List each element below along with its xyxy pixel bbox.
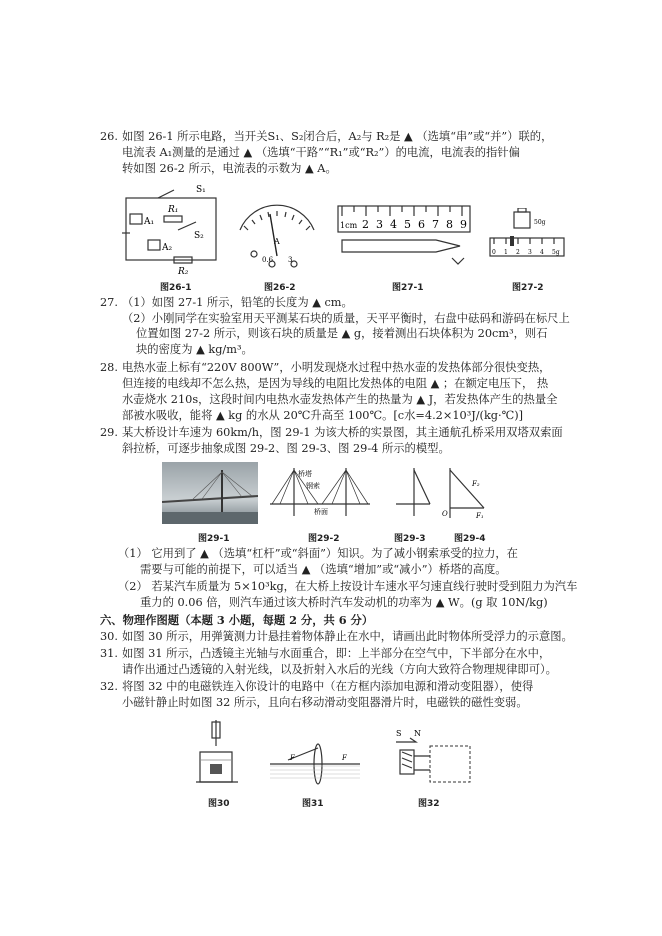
balance-tick-1: 1 (504, 249, 508, 256)
coil-leads (414, 756, 430, 770)
dashed-box (430, 746, 470, 782)
ruler-tick-3: 3 (376, 218, 383, 231)
q27-line3: 位置如图 27-2 所示，则该石块的质量是 ▲ g，接着测出石块体积为 20cm³，则石 (136, 327, 548, 340)
q31-line1 (100, 647, 550, 661)
switch-s2 (178, 222, 196, 230)
caption-30: 图30 (208, 799, 230, 809)
q28-line3: 水壶烧水 210s，这段时间内电热水壶发热体产生的热量为 ▲ J，若发热体产生的热量全 (122, 393, 558, 406)
caption-29-4: 图29-4 (454, 534, 486, 544)
q30-line1 (100, 630, 573, 644)
resistor-r1 (164, 216, 182, 222)
figure-27-2-balance (486, 208, 568, 270)
q29-number: 29. (100, 426, 118, 439)
ruler-tick-8: 8 (446, 218, 453, 231)
q29-text-1: 某大桥设计车速为 60km/h，图 29-1 为该大桥的实景图，其主通航孔桥采用双塔双索面 (122, 426, 563, 439)
q29-sub2-line2: 重力的 0.06 倍，则汽车通过该大桥时汽车发动机的功率为 ▲ W。(g 取 10N/kg) (140, 596, 548, 609)
s1-label: S₁ (196, 185, 206, 195)
label-f1: F₁ (476, 512, 484, 520)
label-deck: 桥面 (314, 508, 328, 516)
coil-windings (402, 752, 412, 768)
q27-number: 27. (100, 296, 118, 309)
section-6-title: 六、物理作图题（本题 3 小题，每题 2 分，共 6 分） (100, 613, 374, 627)
pencil-tip-mark (452, 258, 464, 264)
ruler-start-label: 1cm (340, 221, 358, 230)
cable-29-4 (450, 470, 484, 508)
caption-32: 图32 (418, 799, 440, 809)
label-o: O (442, 510, 448, 518)
q28-number: 28. (100, 361, 118, 374)
caption-27-2: 图27-2 (512, 283, 544, 293)
label-cable: 钢索 (306, 482, 320, 490)
a2-label: A₂ (162, 243, 173, 253)
ammeter-needle (270, 214, 277, 256)
ruler-tick-5: 5 (404, 218, 411, 231)
submerged-object (210, 764, 222, 774)
caption-31: 图31 (302, 799, 324, 809)
weight-label: 50g (534, 219, 546, 226)
cable-29-3 (414, 470, 430, 504)
ammeter-scale-arc (240, 205, 314, 230)
weight-block (514, 212, 530, 228)
figure-27-1-ruler (336, 202, 474, 268)
q26-text-1: 如图 26-1 所示电路，当开关S₁、S₂闭合后，A₂与 R₂是 ▲ （选填“串”或“并”）联的， (122, 130, 553, 143)
s2-label: S₂ (194, 231, 204, 241)
q32-text-1: 将图 32 中的电磁铁连入你设计的电路中（在方框内添加电源和滑动变阻器），使得 (122, 680, 534, 693)
ammeter-ticks (244, 211, 310, 230)
compass-needle (396, 738, 416, 742)
ruler-tick-2: 2 (362, 218, 369, 231)
q31-line2: 请作出通过凸透镜的入射光线，以及折射入水后的光线（方向大致符合物理规律即可）。 (122, 663, 557, 676)
q26-number: 26. (100, 130, 118, 143)
figure-26-2-ammeter (232, 196, 322, 270)
ruler-ticks (342, 206, 462, 216)
q29-line1 (100, 426, 563, 440)
pencil (342, 240, 460, 252)
label-f2: F₂ (472, 480, 480, 488)
figure-29-2-model (268, 464, 372, 522)
q32-number: 32. (100, 680, 118, 693)
weight-handle (518, 208, 526, 212)
r1-label: R₁ (168, 205, 179, 215)
model-cables (272, 470, 368, 504)
needle-s-label: S (396, 729, 402, 738)
figure-29-1-bridge-photo (162, 462, 258, 524)
balance-tick-3: 3 (528, 249, 532, 256)
caption-29-1: 图29-1 (198, 534, 230, 544)
ammeter-range-small: 0.6 (262, 256, 274, 264)
q32-line2: 小磁针静止时如图 32 所示，且向右移动滑动变阻器滑片时，电磁铁的磁性变弱。 (122, 696, 528, 709)
switch-s1 (158, 190, 174, 198)
figure-29-3-model (394, 464, 434, 520)
q28-line4: 部被水吸收，能将 ▲ kg 的水从 20℃升高至 100℃。[c水=4.2×10³J/(kg·℃)] (122, 409, 524, 422)
balance-tick-0: 0 (492, 249, 496, 256)
figure-31-lens (270, 738, 360, 788)
q30-text-1: 如图 30 所示，用弹簧测力计悬挂着物体静止在水中，请画出此时物体所受浮力的示意图。 (122, 630, 573, 643)
q29-sub2-line1: （2） 若某汽车质量为 5×10³kg，在大桥上按设计车速水平匀速直线行驶时受到阻力为汽车 (118, 580, 578, 593)
caption-26-2: 图26-2 (264, 283, 296, 293)
figure-26-1-circuit (118, 178, 228, 276)
caption-29-3: 图29-3 (394, 534, 426, 544)
q26-line3: 转如图 26-2 所示，电流表的示数为 ▲ A。 (122, 162, 337, 175)
q31-number: 31. (100, 647, 118, 660)
q29-line2: 斜拉桥，可逐步抽象成图 29-2、图 29-3、图 29-4 所示的模型。 (122, 442, 450, 455)
figure-32-electromagnet (380, 726, 476, 788)
q27-text-1: （1）如图 27-1 所示，铅笔的长度为 ▲ cm。 (122, 296, 353, 309)
caption-29-2: 图29-2 (308, 534, 340, 544)
figure-30-spring-scale (196, 718, 242, 788)
focus-right-label: F (342, 754, 347, 762)
ammeter-a2 (148, 240, 160, 250)
figure-29-4-model (440, 464, 490, 522)
photo-water (162, 512, 258, 524)
ruler-tick-7: 7 (432, 218, 439, 231)
ammeter-unit: A (274, 237, 280, 246)
q30-number: 30. (100, 630, 118, 643)
q26-line1 (100, 130, 552, 144)
terminal-neg (251, 251, 257, 257)
a1-label: A₁ (144, 217, 155, 227)
ammeter-a1 (130, 214, 142, 224)
q27-line1 (100, 296, 353, 310)
q28-line1 (100, 361, 550, 375)
q29-sub1-line1: （1） 它用到了 ▲ （选填“杠杆”或“斜面”）知识。为了减小钢索承受的拉力，在 (118, 547, 518, 560)
q32-line1 (100, 680, 533, 694)
terminal-3 (291, 261, 297, 267)
label-tower: 桥塔 (298, 470, 312, 478)
focus-left-label: F (290, 754, 295, 762)
r2-label: R₂ (178, 267, 189, 276)
balance-tick-5: 5g (552, 249, 560, 256)
q27-line2: （2）小刚同学在实验室用天平测某石块的质量，天平平衡时，右盘中砝码和游码在标尺上 (122, 312, 570, 325)
q31-text-1: 如图 31 所示，凸透镜主光轴与水面重合，即：上半部分在空气中，下半部分在水中， (122, 647, 551, 660)
q28-line2: 但连接的电线却不怎么热，是因为导线的电阻比发热体的电阻 ▲ ；在额定电压下， 热 (122, 377, 549, 390)
balance-tick-4: 4 (540, 249, 544, 256)
balance-ticks (494, 238, 554, 244)
rider (510, 236, 514, 246)
q29-sub1-line2: 需要与可能的前提下，可以适当 ▲ （选填“增加”或“减小”）桥塔的高度。 (140, 563, 507, 576)
ruler-tick-6: 6 (418, 218, 425, 231)
caption-27-1: 图27-1 (392, 283, 424, 293)
needle-n-label: N (414, 729, 421, 738)
ruler-tick-4: 4 (390, 218, 397, 231)
caption-26-1: 图26-1 (160, 283, 192, 293)
balance-tick-2: 2 (516, 249, 520, 256)
q27-line4: 块的密度为 ▲ kg/m³。 (136, 343, 253, 356)
ruler-tick-9: 9 (460, 218, 467, 231)
q26-line2: 电流表 A₁测量的是通过 ▲ （选填“干路”“R₁”或“R₂”）的电流，电流表的指针偏 (122, 146, 520, 159)
ammeter-range-big: 3 (288, 256, 293, 264)
q28-text-1: 电热水壶上标有“220V 800W”，小明发现烧水过程中热水壶的发热体部分很快变热， (122, 361, 551, 374)
